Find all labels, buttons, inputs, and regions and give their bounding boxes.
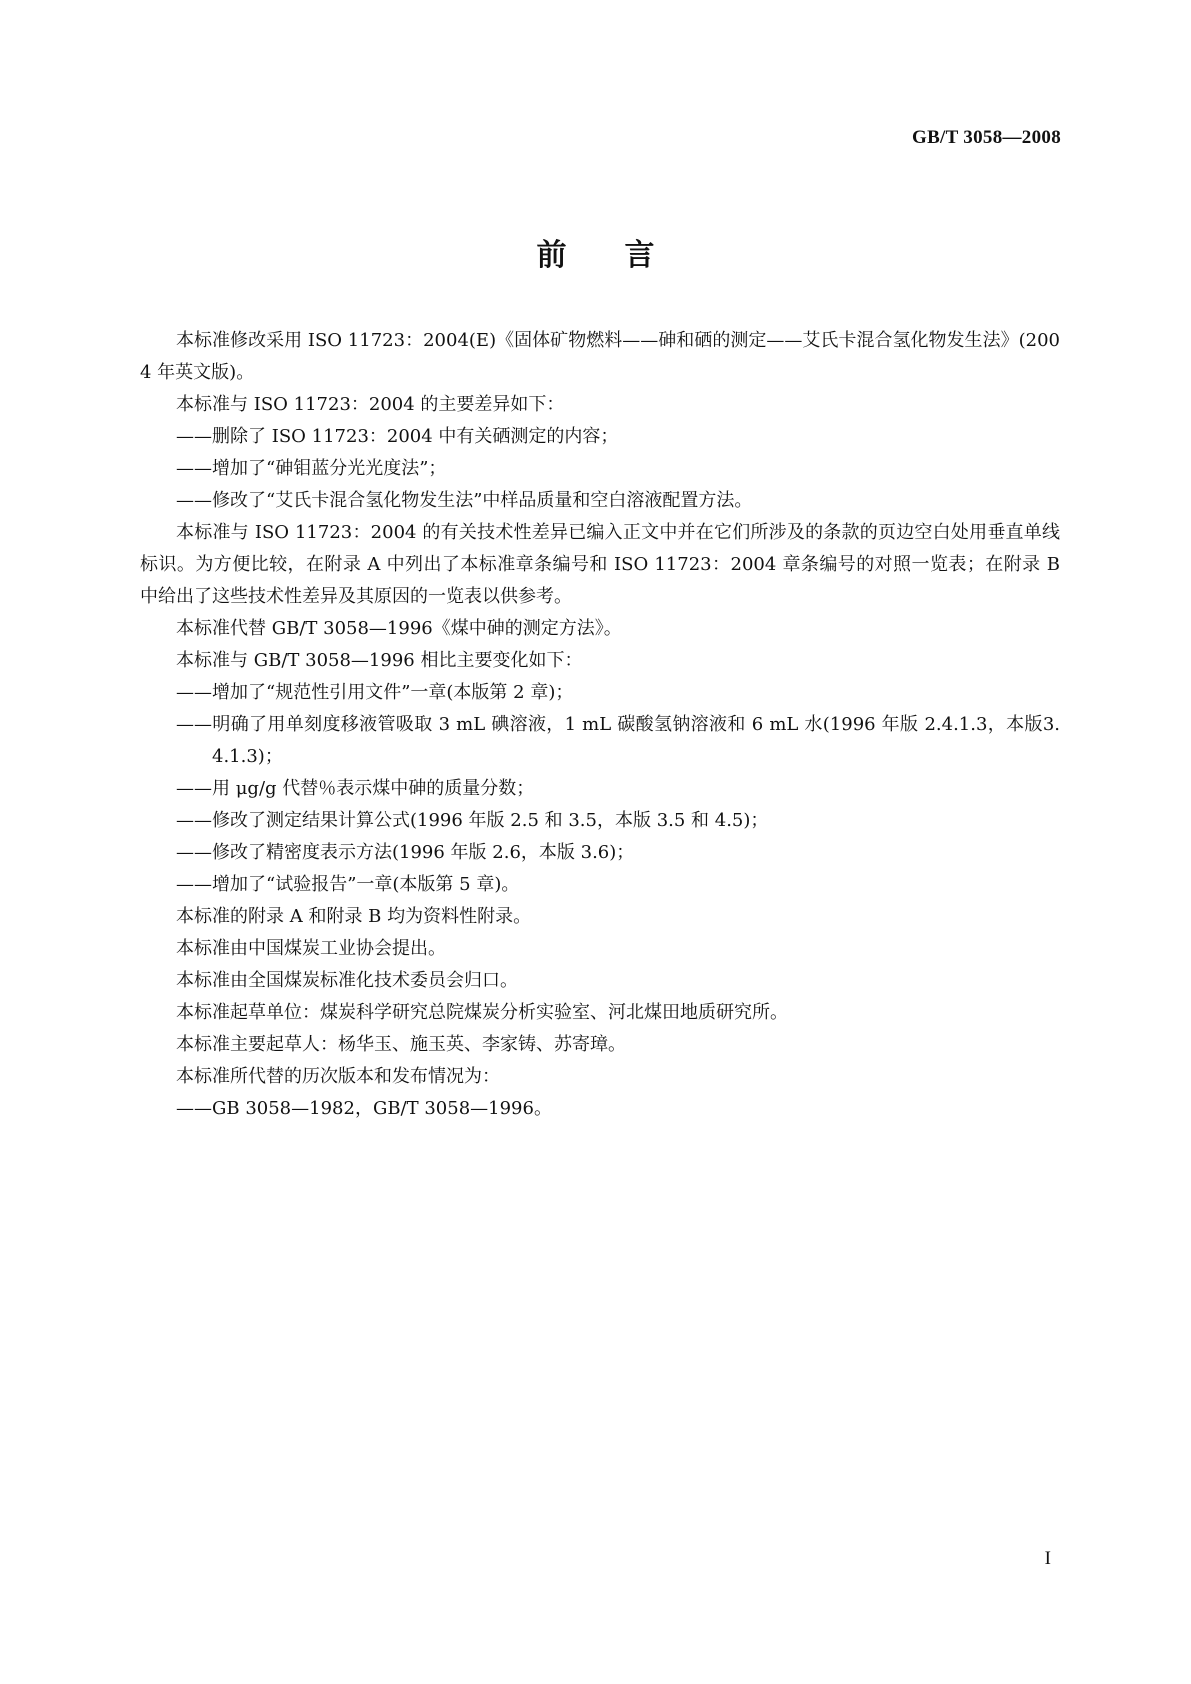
paragraph-main-differences: 本标准与 ISO 11723：2004 的主要差异如下： — [176, 394, 565, 415]
paragraph-replaces: 本标准代替 GB/T 3058—1996《煤中砷的测定方法》。 — [176, 618, 622, 639]
list-item-difference-3: ——修改了“艾氏卡混合氢化物发生法”中样品质量和空白溶液配置方法。 — [176, 490, 753, 511]
standard-number: GB/T 3058—2008 — [911, 127, 1061, 148]
paragraph-adoption: 本标准修改采用 ISO 11723：2004(E)《固体矿物燃料——砷和硒的测定——艾氏卡混合氢化物发生法》(2004 年英文版)。 — [140, 330, 1060, 383]
paragraph-drafters: 本标准主要起草人：杨华玉、施玉英、李家铸、苏寄璋。 — [176, 1034, 626, 1055]
paragraph-technical-differences: 本标准与 ISO 11723：2004 的有关技术性差异已编入正文中并在它们所涉及的条款的页边空白处用垂直单线标识。为方便比较，在附录 A 中列出了本标准章条编号和 ISO 11723：2004 章条编号的对照一览表；在附录 B 中给出了这些技术性差异及其原因的一览表以供参考。 — [140, 522, 1060, 607]
paragraph-annexes: 本标准的附录 A 和附录 B 均为资料性附录。 — [176, 906, 532, 927]
paragraph-main-changes: 本标准与 GB/T 3058—1996 相比主要变化如下： — [176, 650, 583, 671]
list-item-change-2: ——明确了用单刻度移液管吸取 3 mL 碘溶液，1 mL 碳酸氢钠溶液和 6 mL 水(1996 年版 2.4.1.3，本版3.4.1.3)； — [176, 714, 1060, 767]
list-item-change-6: ——增加了“试验报告”一章(本版第 5 章)。 — [176, 874, 520, 895]
page-number: I — [1044, 1548, 1051, 1569]
paragraph-proposed-by: 本标准由中国煤炭工业协会提出。 — [176, 938, 446, 959]
list-item-change-5: ——修改了精密度表示方法(1996 年版 2.6，本版 3.6)； — [176, 842, 635, 863]
paragraph-drafting-units: 本标准起草单位：煤炭科学研究总院煤炭分析实验室、河北煤田地质研究所。 — [176, 1002, 788, 1023]
paragraph-centralized-by: 本标准由全国煤炭标准化技术委员会归口。 — [176, 970, 518, 991]
foreword-body — [140, 325, 1060, 1125]
list-item-difference-1: ——删除了 ISO 11723：2004 中有关硒测定的内容； — [176, 426, 619, 447]
title-char-2: 言 — [624, 238, 655, 273]
list-item-change-1: ——增加了“规范性引用文件”一章(本版第 2 章)； — [176, 682, 574, 703]
title-char-1: 前 — [536, 238, 567, 273]
paragraph-history-intro: 本标准所代替的历次版本和发布情况为： — [176, 1066, 500, 1087]
page-title — [0, 230, 1191, 274]
list-item-change-4: ——修改了测定结果计算公式(1996 年版 2.5 和 3.5，本版 3.5 和 4.5)； — [176, 810, 769, 831]
list-item-change-3: ——用 μg/g 代替％表示煤中砷的质量分数； — [176, 778, 535, 799]
list-item-difference-2: ——增加了“砷钼蓝分光光度法”； — [176, 458, 447, 479]
list-item-history: ——GB 3058—1982，GB/T 3058—1996。 — [176, 1098, 552, 1119]
